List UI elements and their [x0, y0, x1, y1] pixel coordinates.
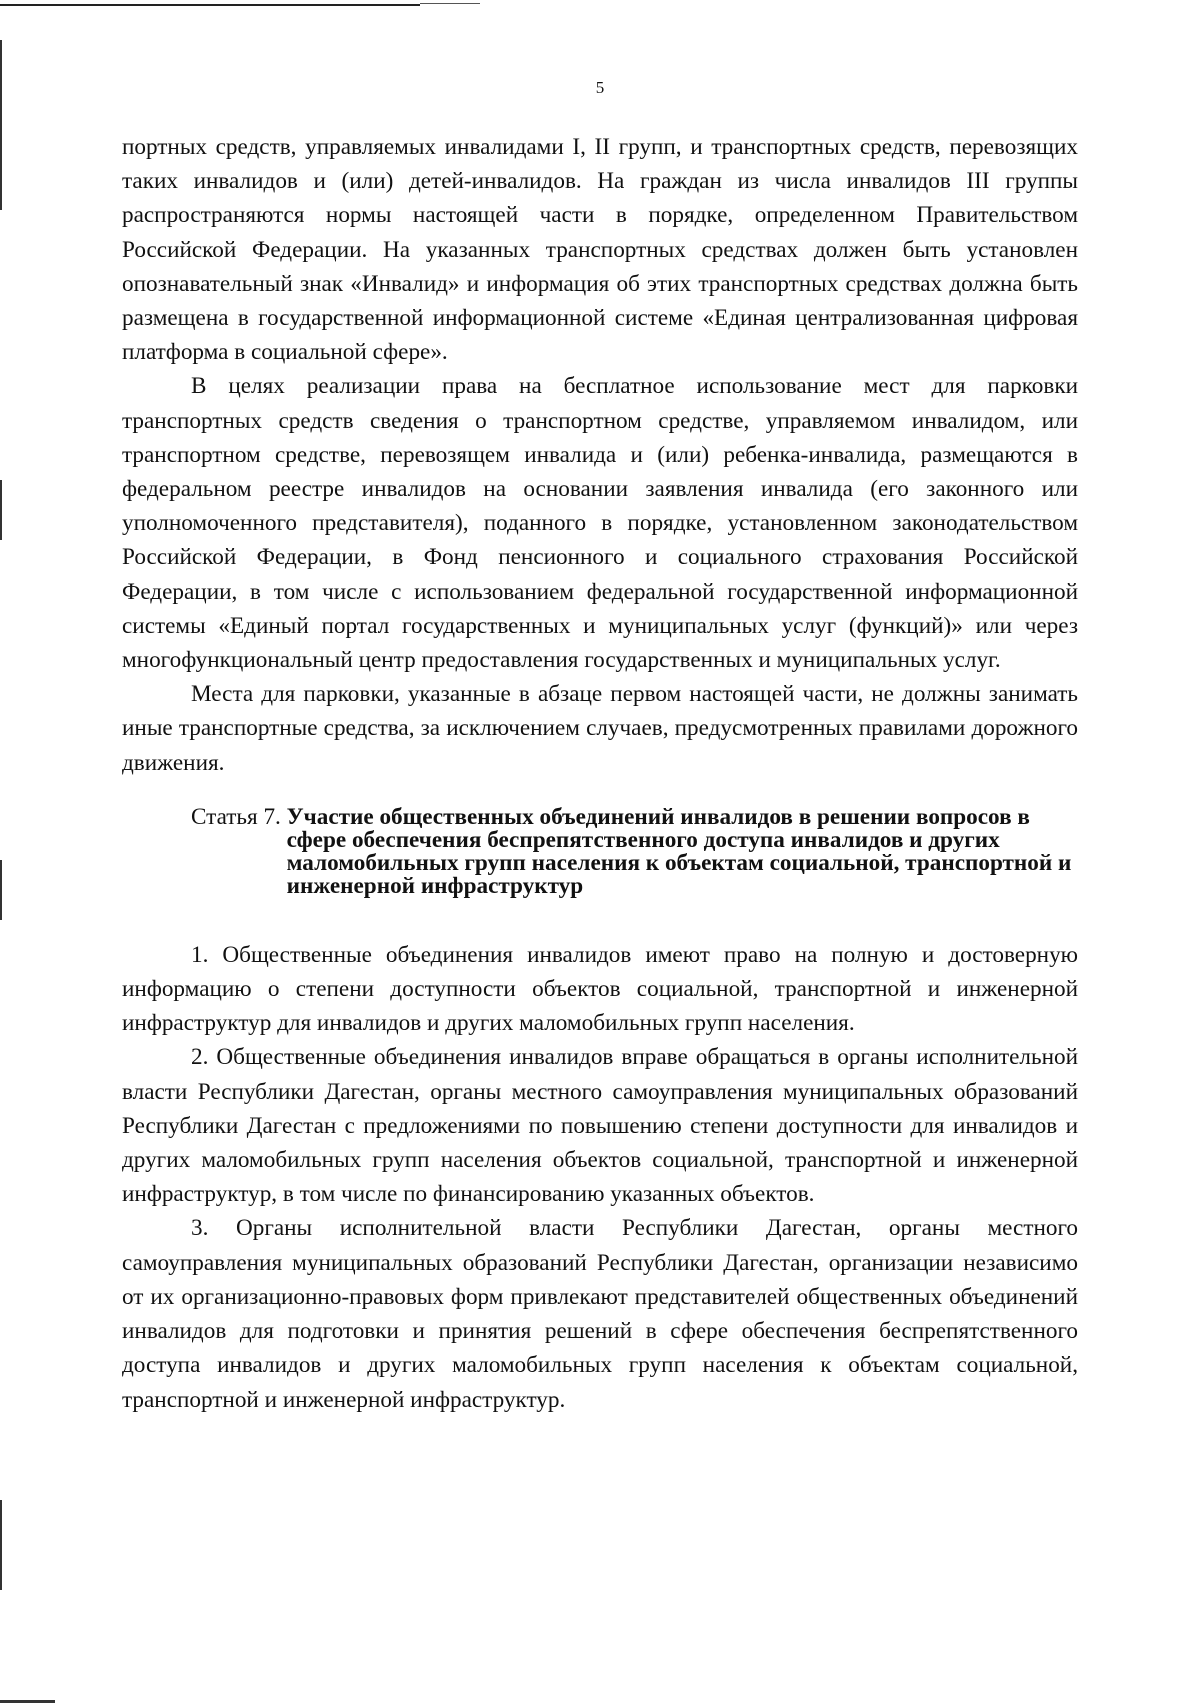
paragraph-item-2: 2. Общественные объединения инвалидов вправе обращаться в органы исполнительной власти Республики Дагестан, органы местного самоуправления муниципальных образований Республики Дагестан с предложениями по повышению степени доступности для инвалидов и других маломобильных групп населения объектов социальной, транспортной и инженерной инфраструктур, в том числе по финансированию указанных объектов. — [122, 1044, 1078, 1208]
paragraph: В целях реализации права на бесплатное использование мест для парковки транспортных средств сведения о транспортном средстве, управляемом инвалидом, или транспортном средстве, перевозящем инвалида и (или) ребенка-инвалида, размещаются в федеральном реестре инвалидов на основании заявления инвалида (его законного или уполномоченного представителя), поданного в порядке, установленном законодательством Российской Федерации, в Фонд пенсионного и социального страхования Российской Федерации, в том числе с использованием федеральной государственной информационной системы «Единый портал государственных и муниципальных услуг (функций)» или через многофункциональный центр предоставления государственных и муниципальных услуг. — [122, 373, 1078, 674]
scan-artifact-edge — [0, 860, 2, 920]
paragraph-continued: портных средств, управляемых инвалидами I, II групп, и транспортных средств, перевозящих таких инвалидов и (или) детей-инвалидов. На граждан из числа инвалидов III группы распространяются нормы настоящей части в порядке, определенном Правительством Российской Федерации. На указанных транспортных средствах должен быть установлен опознавательный знак «Инвалид» и информация об этих транспортных средствах должна быть размещена в государственной информационной системе «Единая централизованная цифровая платформа в социальной сфере». — [122, 134, 1078, 366]
article-number: Статья 7. — [191, 803, 287, 830]
scan-artifact-edge — [0, 40, 2, 210]
paragraph: Места для парковки, указанные в абзаце первом настоящей части, не должны занимать иные транспортные средства, за исключением случаев, предусмотренных правилами дорожного движения. — [122, 681, 1078, 776]
scan-artifact-line — [420, 3, 480, 4]
article-title: Участие общественных объединений инвалидов в решении вопросов в сфере обеспечения беспрепятственного доступа инвалидов и других маломобильных групп населения к объектам социальной, транспортной и инженерной инфраструктур — [286, 803, 1072, 899]
paragraph-item-3: 3. Органы исполнительной власти Республики Дагестан, органы местного самоуправления муниципальных образований Республики Дагестан, организации независимо от их организационно-правовых форм привлекают представителей общественных объединений инвалидов для подготовки и принятия решений в сфере обеспечения беспрепятственного доступа инвалидов и других маломобильных групп населения к объектам социальной, транспортной и инженерной инфраструктур. — [122, 1215, 1078, 1413]
scan-artifact-edge — [0, 480, 2, 540]
page-number: 5 — [595, 78, 605, 97]
document-body — [122, 130, 1078, 1417]
scan-artifact-line — [0, 4, 420, 6]
scan-artifact-edge — [0, 1500, 2, 1590]
scan-artifact-line — [0, 1700, 55, 1703]
paragraph-item-1: 1. Общественные объединения инвалидов имеют право на полную и достоверную информацию о степени доступности объектов социальной, транспортной и инженерной инфраструктур для инвалидов и других маломобильных групп населения. — [122, 941, 1078, 1037]
article-heading — [122, 803, 1078, 899]
